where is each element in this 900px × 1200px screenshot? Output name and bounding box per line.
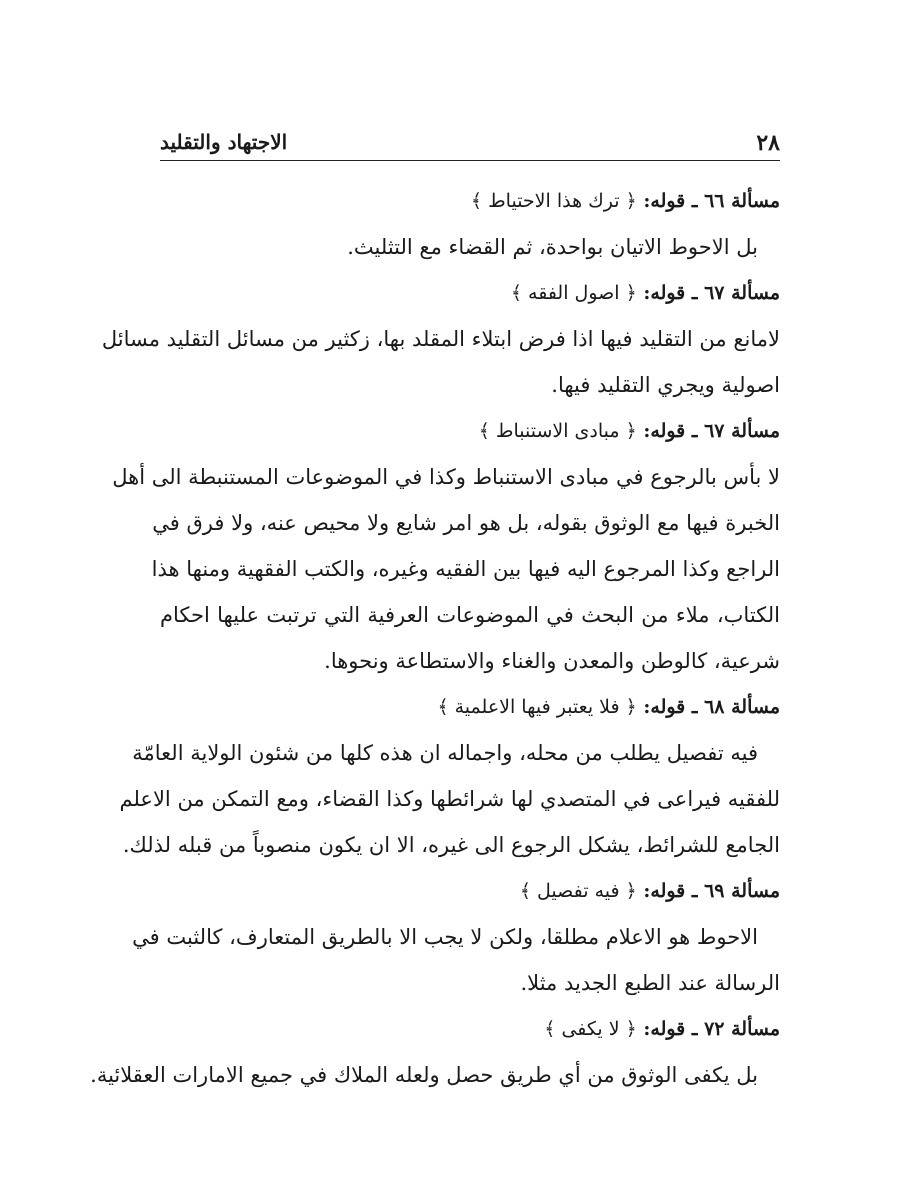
issue-label: مسألة ٦٨ ـ قوله: <box>643 696 780 718</box>
paragraph-line: الجامع للشرائط، يشكل الرجوع الى غيره، الا ان يكون منصوباً من قبله لذلك. <box>122 833 780 857</box>
paragraph-line: بل الاحوط الاتيان بواحدة، ثم القضاء مع التثليث. <box>347 235 758 259</box>
paragraph-line: للفقيه فيراعى في المتصدي لها شرائطها وكذا القضاء، ومع التمكن من الاعلم <box>119 787 780 811</box>
page-header <box>160 126 780 156</box>
paragraph-line: لا بأس بالرجوع في مبادى الاستنباط وكذا في الموضوعات المستنبطة الى أهل <box>112 465 780 489</box>
issue-label: مسألة ٧٢ ـ قوله: <box>643 1018 780 1040</box>
paragraph-line: لامانع من التقليد فيها اذا فرض ابتلاء المقلد بها، زكثير من مسائل التقليد مسائل <box>101 327 780 351</box>
paragraph-line: الرسالة عند الطبع الجديد مثلا. <box>520 971 780 995</box>
paragraph-line: الراجع وكذا المرجوع اليه فيها بين الفقيه وغيره، والكتب الفقهية ومنها هذا <box>151 557 780 581</box>
quoted-phrase: ﴿ ترك هذا الاحتياط ﴾ <box>470 190 637 212</box>
paragraph-line: الاحوط هو الاعلام مطلقا، ولكن لا يجب الا بالطريق المتعارف، كالثبت في <box>132 925 758 949</box>
paragraph-line: فيه تفصيل يطلب من محله، واجماله ان هذه كلها من شئون الولاية العامّة <box>132 741 758 765</box>
paragraph-line: شرعية، كالوطن والمعدن والغناء والاستطاعة ونحوها. <box>324 649 780 673</box>
issue-heading <box>160 408 780 454</box>
paragraph-line: بل يكفى الوثوق من أي طريق حصل ولعله الملاك في جميع الامارات العقلائية. <box>90 1063 758 1087</box>
issue-label: مسألة ٦٧ ـ قوله: <box>643 282 780 304</box>
issue-heading <box>160 868 780 914</box>
quoted-phrase: ﴿ فلا يعتبر فيها الاعلمية ﴾ <box>437 696 637 718</box>
paragraph-line: الخبرة فيها مع الوثوق بقوله، بل هو امر شايع ولا محيص عنه، ولا فرق في <box>152 511 780 535</box>
paragraph-line: اصولية ويجري التقليد فيها. <box>551 373 780 397</box>
quoted-phrase: ﴿ فيه تفصيل ﴾ <box>519 880 637 902</box>
quoted-phrase: ﴿ مبادى الاستنباط ﴾ <box>478 420 637 442</box>
header-divider <box>160 160 780 161</box>
page-number: ٢٨ <box>756 130 780 156</box>
paragraph-line: الكتاب، ملاء من البحث في الموضوعات العرفية التي ترتبت عليها احكام <box>160 603 780 627</box>
body-text <box>90 178 780 1098</box>
issue-heading <box>160 684 780 730</box>
running-title: الاجتهاد والتقليد <box>160 130 288 154</box>
issue-heading <box>160 270 780 316</box>
quoted-phrase: ﴿ اصول الفقه ﴾ <box>510 282 637 304</box>
quoted-phrase: ﴿ لا يكفى ﴾ <box>544 1018 637 1040</box>
issue-heading <box>160 178 780 224</box>
issue-heading <box>160 1006 780 1052</box>
issue-label: مسألة ٦٦ ـ قوله: <box>643 190 780 212</box>
issue-label: مسألة ٦٩ ـ قوله: <box>643 880 780 902</box>
issue-label: مسألة ٦٧ ـ قوله: <box>643 420 780 442</box>
